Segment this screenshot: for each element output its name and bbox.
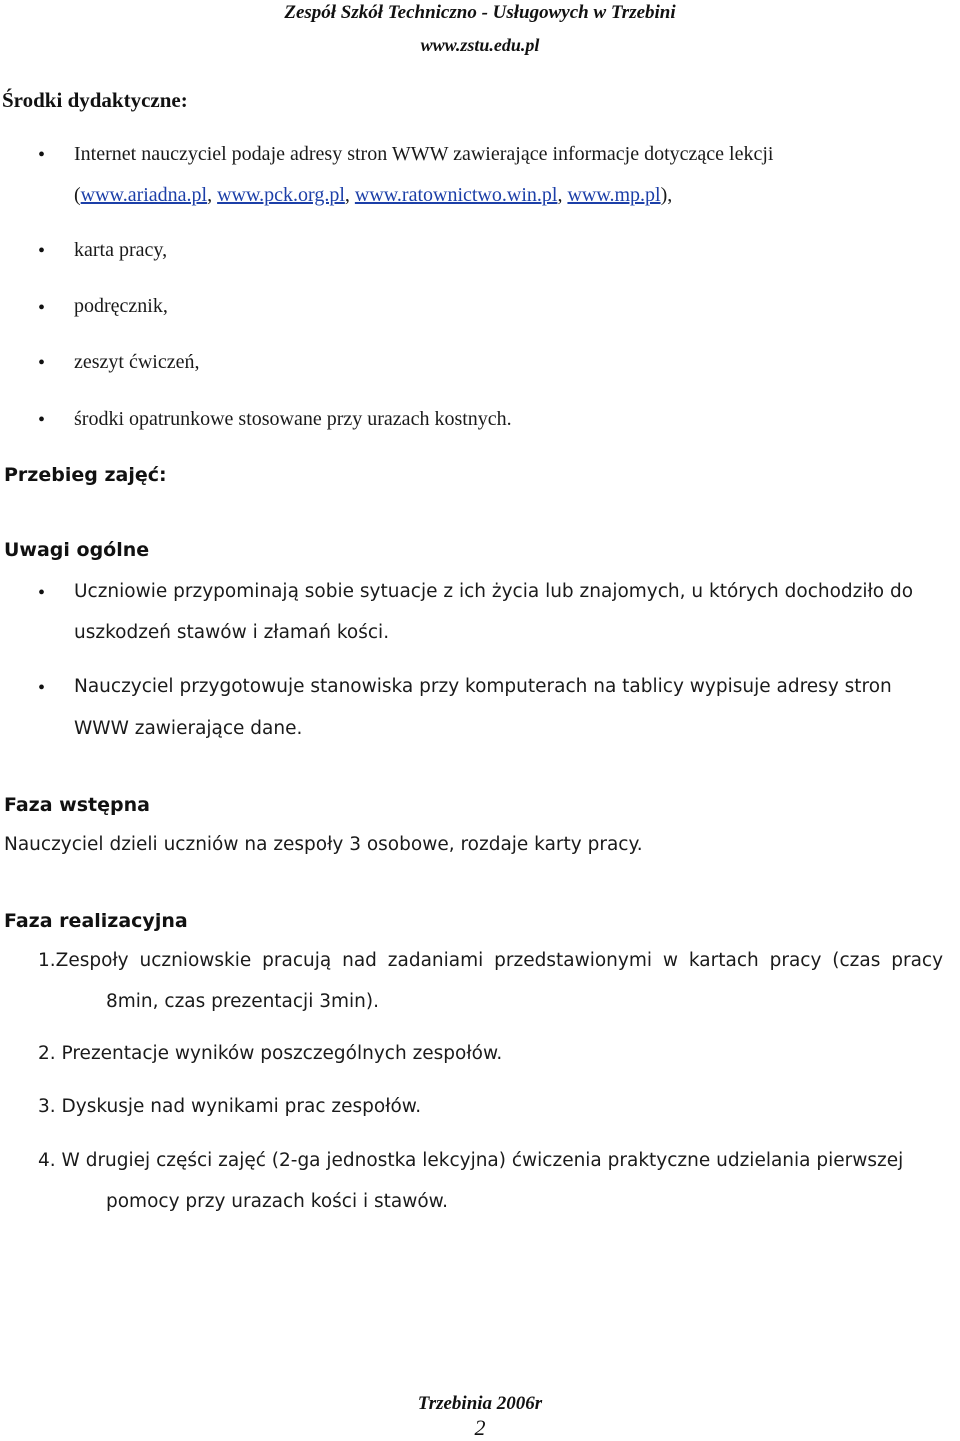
header-url: www.zstu.edu.pl bbox=[420, 35, 540, 55]
section-heading-faza-realizacyjna: Faza realizacyjna bbox=[4, 910, 188, 932]
srodki-item-opatrunkowe: środki opatrunkowe stosowane przy urazach kostnych. bbox=[74, 408, 512, 430]
link-mp[interactable]: www.mp.pl bbox=[567, 184, 661, 206]
bullet-icon: • bbox=[38, 144, 46, 166]
bullet-icon: • bbox=[38, 297, 46, 319]
srodki-item-zeszyt: zeszyt ćwiczeń, bbox=[74, 351, 200, 373]
bullet-icon: • bbox=[38, 240, 46, 262]
wstepna-text: Nauczyciel dzieli uczniów na zespoły 3 osobowe, rozdaje karty pracy. bbox=[4, 834, 643, 855]
footer-place: Trzebinia 2006r bbox=[417, 1393, 543, 1414]
header-school: Zespół Szkół Techniczno - Usługowych w Trzebini bbox=[284, 2, 676, 23]
link-ariadna[interactable]: www.ariadna.pl bbox=[80, 184, 208, 206]
uwagi-b2-line1: Nauczyciel przygotowuje stanowiska przy komputerach na tablicy wypisuje adresy stron bbox=[74, 676, 892, 697]
link-ratownictwo[interactable]: www.ratownictwo.win.pl bbox=[354, 184, 558, 206]
uwagi-b2-line2: WWW zawierające dane. bbox=[74, 718, 303, 739]
realizacyjna-item4-line2: pomocy przy urazach kości i stawów. bbox=[106, 1191, 448, 1212]
bullet-icon: • bbox=[38, 677, 46, 699]
srodki-item-internet-line2: (www.ariadna.pl, www.pck.org.pl, www.ratownictwo.win.pl, www.mp.pl), bbox=[74, 184, 673, 206]
section-heading-faza-wstepna: Faza wstępna bbox=[4, 794, 150, 816]
uwagi-b1-line1: Uczniowie przypominają sobie sytuacje z ich życia lub znajomych, u których dochodziło do bbox=[74, 581, 914, 602]
link-pck[interactable]: www.pck.org.pl bbox=[217, 184, 345, 206]
realizacyjna-item2: 2. Prezentacje wyników poszczególnych zespołów. bbox=[38, 1043, 503, 1064]
bullet-icon: • bbox=[38, 352, 46, 374]
bullet-icon: • bbox=[38, 582, 46, 604]
srodki-item-internet-line1: Internet nauczyciel podaje adresy stron WWW zawierające informacje dotyczące lekcji bbox=[74, 143, 774, 165]
srodki-item-karta: karta pracy, bbox=[74, 239, 168, 261]
page-number: 2 bbox=[474, 1415, 486, 1440]
srodki-item-podrecznik: podręcznik, bbox=[74, 295, 168, 317]
section-heading-srodki: Środki dydaktyczne: bbox=[2, 88, 188, 112]
realizacyjna-item4-line1: 4. W drugiej części zajęć (2-ga jednostka lekcyjna) ćwiczenia praktyczne udzielania pierwszej bbox=[38, 1150, 904, 1171]
bullet-icon: • bbox=[38, 409, 46, 431]
uwagi-b1-line2: uszkodzeń stawów i złamań kości. bbox=[74, 622, 390, 643]
section-heading-przebieg: Przebieg zajęć: bbox=[4, 464, 167, 486]
section-heading-uwagi: Uwagi ogólne bbox=[4, 539, 150, 561]
realizacyjna-item1-line1: 1.Zespoły uczniowskie pracują nad zadaniami przedstawionymi w kartach pracy (czas pracy bbox=[38, 950, 944, 971]
realizacyjna-item3: 3. Dyskusje nad wynikami prac zespołów. bbox=[38, 1096, 422, 1117]
realizacyjna-item1-line2: 8min, czas prezentacji 3min). bbox=[106, 991, 379, 1012]
